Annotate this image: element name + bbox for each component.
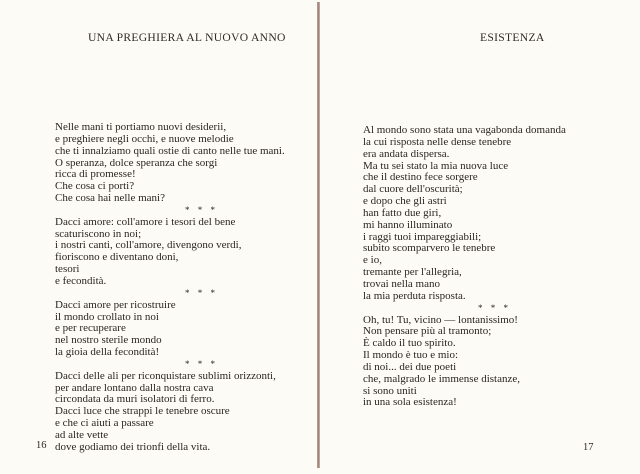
poem-line: fioriscono e diventano doni, — [55, 251, 179, 264]
poem-line: han fatto due giri, — [363, 206, 442, 219]
poem-line: Non pensare più al tramonto; — [363, 325, 492, 338]
poem-line: Dacci luce che strappi le tenebre oscure — [55, 405, 230, 418]
poem-line: Nelle mani ti portiamo nuovi desiderii, — [55, 121, 227, 133]
poem-line: era andata dispersa. — [363, 147, 450, 160]
poem-line: ricca di promesse! — [55, 168, 136, 181]
poem-line: si sono uniti — [363, 384, 417, 397]
poem-line: Dacci amore: coll'amore i tesori del bene — [55, 215, 236, 228]
poem-line: Ma tu sei stato la mia nuova luce — [363, 159, 509, 172]
poem-line: Al mondo sono stata una vagabonda domanda — [363, 124, 566, 136]
poem-line: Dacci amore per ricostruire — [55, 298, 176, 311]
left-running-head: UNA PREGHIERA AL NUOVO ANNO — [88, 31, 286, 44]
poem-line: nel nostro sterile mondo — [55, 334, 162, 347]
poem-line: tesori — [55, 263, 80, 276]
poem-line: scaturiscono in noi; — [55, 227, 142, 240]
poem-line: la cui risposta nelle dense tenebre — [363, 135, 512, 148]
poem-line: È caldo il tuo spirito. — [363, 337, 456, 350]
poem-line: e dopo che gli astri — [363, 195, 447, 208]
poem-line: che ti innalziamo quali ostie di canto nelle tue mani. — [55, 144, 285, 157]
poem-line: circondata da muri isolatori di ferro. — [55, 393, 215, 406]
poem-line: dal cuore dell'oscurità; — [363, 183, 463, 196]
poem-line: Che cosa hai nelle mani? — [55, 192, 165, 205]
poem-line: e per recuperare — [55, 322, 126, 335]
poem-line: Che cosa ci porti? — [55, 180, 135, 193]
poem-line: subito scomparvero le tenebre — [363, 242, 496, 255]
poem-line: e io, — [363, 254, 382, 267]
stanza-separator: * * * — [185, 358, 218, 369]
poem-line: mi hanno illuminato — [363, 218, 453, 231]
poem-line: in una sola esistenza! — [363, 396, 457, 409]
poem-line: Il mondo è tuo e mio: — [363, 349, 459, 362]
left-page-number: 16 — [36, 440, 47, 451]
poem-line: i raggi tuoi impareggiabili; — [363, 230, 482, 243]
poem-line: e che ci aiuti a passare — [55, 417, 154, 430]
right-running-head: ESISTENZA — [480, 31, 545, 44]
poem-line: e fecondità. — [55, 274, 107, 287]
poem-line: O speranza, dolce speranza che sorgi — [55, 156, 218, 169]
right-poem — [363, 125, 633, 409]
stanza-separator: * * * — [185, 204, 218, 215]
poem-line: che il destino fece sorgere — [363, 171, 478, 184]
left-page — [0, 0, 318, 474]
poem-line: e preghiere negli occhi, e nuove melodie — [55, 132, 234, 145]
stanza-separator: * * * — [478, 302, 511, 313]
poem-line: i nostri canti, coll'amore, divengono verdi, — [55, 239, 242, 252]
left-poem — [55, 122, 317, 454]
poem-line: la gioia della fecondità! — [55, 346, 160, 359]
poem-line: trovai nella mano — [363, 277, 440, 290]
poem-line: il mondo crollato in noi — [55, 310, 159, 323]
stanza-separator: * * * — [185, 287, 218, 298]
right-page — [322, 0, 640, 474]
poem-line: Oh, tu! Tu, vicino — lontanissimo! — [363, 313, 518, 326]
poem-line: la mia perduta risposta. — [363, 289, 466, 302]
poem-line: dove godiamo dei trionfi della vita. — [55, 440, 211, 453]
book-spine — [317, 2, 320, 468]
poem-line: tremante per l'allegria, — [363, 266, 462, 279]
poem-line: di noi... dei due poeti — [363, 360, 457, 373]
poem-line: ad alte vette — [55, 428, 109, 441]
right-page-number: 17 — [583, 442, 594, 453]
poem-line: che, malgrado le immense distanze, — [363, 372, 520, 385]
poem-line: per andare lontano dalla nostra cava — [55, 381, 214, 394]
poem-line: Dacci delle ali per riconquistare sublimi orizzonti, — [55, 369, 276, 382]
